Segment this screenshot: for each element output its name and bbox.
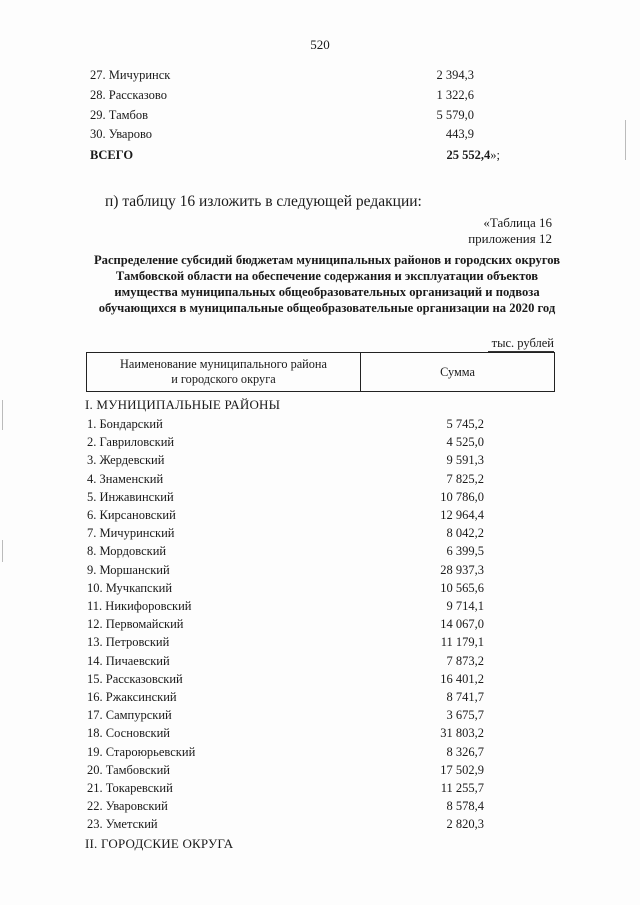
total-label: ВСЕГО bbox=[90, 148, 134, 162]
district-name: 23. Уметский bbox=[87, 817, 158, 832]
district-value: 28 937,3 bbox=[440, 562, 484, 577]
total-value-wrap bbox=[447, 148, 500, 163]
scan-mark bbox=[625, 120, 626, 160]
intro-text: п) таблицу 16 изложить в следующей редакции: bbox=[105, 193, 422, 210]
page-number: 520 bbox=[310, 37, 330, 52]
district-name: 8. Мордовский bbox=[87, 544, 167, 559]
table-row bbox=[0, 417, 640, 435]
item-name: 29. Тамбов bbox=[90, 108, 149, 122]
district-name: 17. Сампурский bbox=[87, 708, 172, 723]
district-value: 4 525,0 bbox=[446, 435, 484, 450]
table-row bbox=[0, 581, 640, 599]
table-row bbox=[0, 508, 640, 526]
district-name: 6. Кирсановский bbox=[87, 508, 176, 522]
district-value: 8 578,4 bbox=[446, 799, 484, 814]
district-value: 14 067,0 bbox=[440, 617, 484, 632]
district-value: 3 675,7 bbox=[446, 708, 484, 723]
scan-mark bbox=[2, 400, 3, 430]
list-item bbox=[0, 68, 640, 86]
units-label: тыс. рублей bbox=[491, 336, 554, 350]
table-row bbox=[0, 817, 640, 835]
total-row bbox=[0, 148, 640, 166]
district-value: 7 873,2 bbox=[446, 653, 484, 668]
table-row bbox=[0, 763, 640, 781]
table-row bbox=[0, 690, 640, 708]
district-name: 20. Тамбовский bbox=[87, 762, 170, 777]
district-value: 10 565,6 bbox=[440, 580, 484, 595]
district-name: 19. Староюрьевский bbox=[87, 744, 196, 759]
district-name: 11. Никифоровский bbox=[87, 599, 192, 613]
table-row bbox=[0, 435, 640, 453]
table-row bbox=[0, 526, 640, 544]
district-name: 21. Токаревский bbox=[87, 781, 173, 795]
table-row bbox=[0, 472, 640, 490]
table-row bbox=[0, 726, 640, 744]
district-value: 10 786,0 bbox=[440, 489, 484, 504]
table-row bbox=[0, 708, 640, 726]
district-name: 5. Инжавинский bbox=[87, 489, 174, 504]
item-value: 5 579,0 bbox=[436, 108, 474, 122]
item-value: 1 322,6 bbox=[436, 88, 474, 102]
item-value: 2 394,3 bbox=[436, 68, 474, 82]
district-value: 12 964,4 bbox=[440, 508, 484, 522]
total-value: 25 552,4 bbox=[446, 148, 491, 162]
district-name: 18. Сосновский bbox=[87, 726, 170, 741]
table-row bbox=[0, 672, 640, 690]
table-row bbox=[0, 563, 640, 581]
district-value: 5 745,2 bbox=[446, 417, 484, 431]
total-suffix: »; bbox=[490, 148, 500, 162]
district-name: 3. Жердевский bbox=[87, 453, 165, 468]
table-row bbox=[0, 490, 640, 508]
district-value: 6 399,5 bbox=[446, 544, 484, 559]
district-name: 9. Моршанский bbox=[87, 562, 170, 577]
table-row bbox=[0, 781, 640, 799]
list-item bbox=[0, 108, 640, 126]
item-name: 27. Мичуринск bbox=[90, 68, 171, 82]
table-caption-line1: «Таблица 16 bbox=[483, 215, 552, 230]
district-name: 15. Рассказовский bbox=[87, 671, 183, 686]
district-name: 14. Пичаевский bbox=[87, 653, 170, 668]
district-value: 7 825,2 bbox=[446, 471, 484, 486]
table-row bbox=[0, 654, 640, 672]
table-row bbox=[0, 453, 640, 471]
item-name: 28. Рассказово bbox=[90, 88, 167, 102]
district-value: 8 326,7 bbox=[446, 744, 484, 759]
table-row bbox=[0, 599, 640, 617]
district-value: 11 255,7 bbox=[440, 781, 484, 795]
scan-mark bbox=[2, 540, 3, 562]
district-name: 10. Мучкапский bbox=[87, 580, 173, 595]
district-value: 31 803,2 bbox=[440, 726, 484, 741]
district-name: 7. Мичуринский bbox=[87, 526, 175, 541]
table-row bbox=[0, 544, 640, 562]
header-col-name bbox=[87, 353, 361, 392]
district-value: 17 502,9 bbox=[440, 762, 484, 777]
header-col-sum: Сумма bbox=[361, 353, 555, 392]
item-name: 30. Уварово bbox=[90, 127, 153, 141]
table-row bbox=[0, 745, 640, 763]
section-heading-districts: I. МУНИЦИПАЛЬНЫЕ РАЙОНЫ bbox=[85, 397, 281, 412]
district-value: 9 714,1 bbox=[446, 599, 484, 613]
district-name: 12. Первомайский bbox=[87, 617, 184, 632]
district-value: 8 042,2 bbox=[446, 526, 484, 541]
table-row bbox=[0, 635, 640, 653]
header-col-name-line1: Наименование муниципального района bbox=[120, 357, 327, 371]
district-value: 9 591,3 bbox=[446, 453, 484, 468]
district-name: 2. Гавриловский bbox=[87, 435, 175, 450]
table-header bbox=[86, 352, 555, 392]
table-row bbox=[0, 617, 640, 635]
district-value: 8 741,7 bbox=[446, 690, 484, 704]
list-item bbox=[0, 88, 640, 106]
district-name: 13. Петровский bbox=[87, 635, 170, 650]
district-name: 1. Бондарский bbox=[87, 417, 163, 431]
section-heading-city-districts: II. ГОРОДСКИЕ ОКРУГА bbox=[85, 836, 234, 851]
table-title: Распределение субсидий бюджетам муниципальных районов и городских округов Тамбовской области на обеспечение содержания и эксплуатации объектов имущества муниципальных общеобразовательных организаций и подвоза обучающихся в муниципальные общеобразовательные организации на 2020 год bbox=[93, 253, 561, 315]
district-name: 4. Знаменский bbox=[87, 471, 164, 486]
header-col-name-line2: и городского округа bbox=[171, 372, 276, 386]
table-row bbox=[0, 799, 640, 817]
district-value: 11 179,1 bbox=[440, 635, 484, 650]
district-value: 2 820,3 bbox=[446, 817, 484, 832]
item-value: 443,9 bbox=[445, 127, 474, 141]
district-name: 22. Уваровский bbox=[87, 799, 168, 814]
district-name: 16. Ржаксинский bbox=[87, 690, 177, 704]
table-caption-line2: приложения 12 bbox=[468, 231, 552, 246]
list-item bbox=[0, 127, 640, 145]
district-value: 16 401,2 bbox=[440, 671, 484, 686]
